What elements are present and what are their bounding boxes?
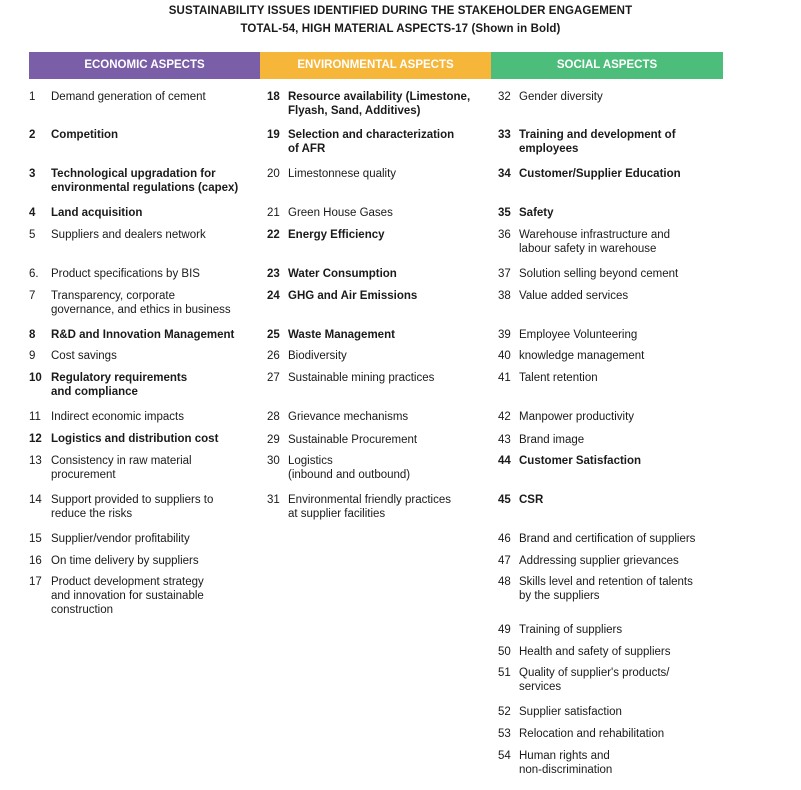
environmental-aspects-header: ENVIRONMENTAL ASPECTS [260, 52, 491, 79]
aspect-label: Human rights and non-discrimination [519, 750, 613, 776]
aspect-label: Logistics and distribution cost [51, 433, 219, 445]
aspect-label: Manpower productivity [519, 411, 635, 423]
aspect-number: 53 [498, 728, 511, 740]
aspect-label: Product development strategy and innovation for sustainable construction [51, 576, 204, 616]
aspect-number: 6. [29, 268, 39, 280]
aspect-label: Cost savings [51, 350, 117, 362]
aspect-number: 10 [29, 372, 42, 384]
aspect-label: R&D and Innovation Management [51, 329, 235, 341]
aspect-label: Indirect economic impacts [51, 411, 184, 423]
aspect-label: Demand generation of cement [51, 91, 206, 103]
aspect-number: 27 [267, 372, 280, 384]
aspect-number: 54 [498, 750, 511, 762]
social-aspects-header: SOCIAL ASPECTS [491, 52, 723, 79]
aspect-number: 38 [498, 290, 511, 302]
economic-aspects-header: ECONOMIC ASPECTS [29, 52, 260, 79]
page-title: SUSTAINABILITY ISSUES IDENTIFIED DURING THE STAKEHOLDER ENGAGEMENT [168, 5, 633, 17]
aspect-number: 39 [498, 329, 511, 341]
aspect-number: 11 [29, 411, 41, 423]
aspect-label: Land acquisition [51, 207, 143, 219]
aspect-label: Training of suppliers [519, 624, 623, 636]
aspect-label: Competition [51, 129, 119, 141]
aspect-number: 37 [498, 268, 511, 280]
aspect-number: 32 [498, 91, 511, 103]
aspect-number: 30 [267, 455, 280, 467]
aspect-label: Limestonnese quality [288, 168, 397, 180]
aspect-label: Talent retention [519, 372, 598, 384]
aspect-label: Regulatory requirements and compliance [51, 372, 188, 398]
aspect-number: 40 [498, 350, 511, 362]
aspect-number: 16 [29, 555, 42, 567]
aspect-number: 21 [267, 207, 280, 219]
aspect-label: Selection and characterization of AFR [288, 129, 455, 155]
aspect-label: Consistency in raw material procurement [51, 455, 192, 481]
aspect-number: 3 [29, 168, 36, 180]
aspect-number: 8 [29, 329, 36, 341]
aspect-number: 52 [498, 706, 511, 718]
aspect-label: Transparency, corporate governance, and ethics in business [51, 290, 231, 316]
aspect-label: Quality of supplier's products/ services [519, 667, 670, 693]
aspect-label: Supplier satisfaction [519, 706, 622, 718]
aspect-number: 44 [498, 455, 511, 467]
aspect-number: 17 [29, 576, 42, 588]
aspect-number: 36 [498, 229, 511, 241]
aspect-number: 18 [267, 91, 280, 103]
aspect-number: 4 [29, 207, 36, 219]
aspect-label: Sustainable mining practices [288, 372, 435, 384]
aspect-number: 7 [29, 290, 36, 302]
aspect-label: On time delivery by suppliers [51, 555, 199, 567]
aspect-label: Logistics (inbound and outbound) [288, 455, 411, 481]
aspect-number: 42 [498, 411, 511, 423]
page-subtitle: TOTAL-54, HIGH MATERIAL ASPECTS-17 (Shown in Bold) [240, 23, 561, 35]
aspect-label: Relocation and rehabilitation [519, 728, 665, 740]
aspect-label: Customer Satisfaction [519, 455, 642, 467]
aspect-label: GHG and Air Emissions [288, 290, 418, 302]
aspect-label: Employee Volunteering [519, 329, 638, 341]
aspect-number: 33 [498, 129, 511, 141]
aspect-label: Waste Management [288, 329, 395, 341]
aspect-label: Gender diversity [519, 91, 603, 103]
aspect-label: Supplier/vendor profitability [51, 533, 190, 545]
aspect-label: Safety [519, 207, 554, 219]
aspect-number: 29 [267, 434, 280, 446]
aspect-number: 1 [29, 91, 36, 103]
aspect-number: 51 [498, 667, 511, 679]
aspect-number: 12 [29, 433, 42, 445]
aspect-label: Brand image [519, 434, 585, 446]
aspect-label: Brand and certification of suppliers [519, 533, 696, 545]
aspect-number: 41 [498, 372, 511, 384]
aspect-number: 25 [267, 329, 280, 341]
aspect-label: Customer/Supplier Education [519, 168, 681, 180]
aspect-number: 5 [29, 229, 36, 241]
aspect-label: Biodiversity [288, 350, 347, 362]
aspect-number: 13 [29, 455, 42, 467]
aspect-label: Energy Efficiency [288, 229, 385, 241]
aspect-number: 43 [498, 434, 511, 446]
aspect-label: Technological upgradation for environmental regulations (capex) [51, 168, 239, 194]
aspect-label: CSR [519, 494, 544, 506]
aspect-number: 50 [498, 646, 511, 658]
aspect-label: Support provided to suppliers to reduce the risks [51, 494, 214, 520]
aspect-label: Environmental friendly practices at supplier facilities [288, 494, 451, 520]
aspect-label: Sustainable Procurement [288, 434, 418, 446]
aspect-label: Grievance mechanisms [288, 411, 409, 423]
aspect-label: Resource availability (Limestone, Flyash, Sand, Additives) [288, 91, 471, 117]
aspect-label: Green House Gases [288, 207, 393, 219]
aspect-number: 49 [498, 624, 511, 636]
aspect-number: 20 [267, 168, 280, 180]
aspect-label: Health and safety of suppliers [519, 646, 671, 658]
aspect-number: 35 [498, 207, 511, 219]
aspect-number: 48 [498, 576, 511, 588]
aspect-number: 34 [498, 168, 511, 180]
aspect-label: knowledge management [519, 350, 645, 362]
aspect-label: Solution selling beyond cement [519, 268, 679, 280]
aspect-number: 22 [267, 229, 280, 241]
aspect-number: 23 [267, 268, 280, 280]
aspect-label: Value added services [519, 290, 629, 302]
aspect-label: Suppliers and dealers network [51, 229, 206, 241]
aspect-number: 26 [267, 350, 280, 362]
aspect-number: 28 [267, 411, 280, 423]
aspect-label: Warehouse infrastructure and labour safety in warehouse [519, 229, 671, 255]
aspect-number: 15 [29, 533, 42, 545]
aspect-number: 46 [498, 533, 511, 545]
aspect-number: 31 [267, 494, 280, 506]
aspect-label: Skills level and retention of talents by the suppliers [519, 576, 693, 602]
aspect-label: Water Consumption [288, 268, 397, 280]
aspect-number: 9 [29, 350, 36, 362]
aspect-label: Training and development of employees [519, 129, 676, 155]
aspect-number: 47 [498, 555, 511, 567]
aspect-number: 45 [498, 494, 511, 506]
aspect-number: 24 [267, 290, 280, 302]
aspect-number: 19 [267, 129, 280, 141]
aspect-label: Product specifications by BIS [51, 268, 200, 280]
aspect-number: 14 [29, 494, 42, 506]
aspect-number: 2 [29, 129, 36, 141]
aspect-label: Addressing supplier grievances [519, 555, 679, 567]
